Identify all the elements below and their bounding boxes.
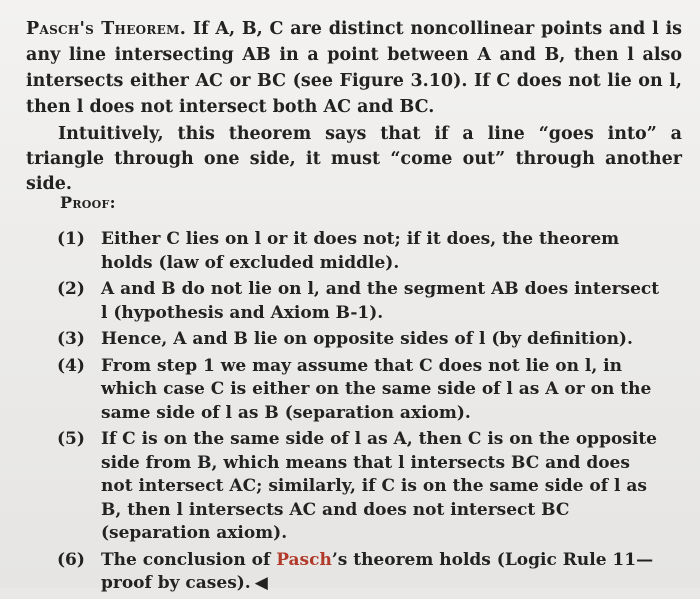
step-text: A and B do not lie on l, and the segment AB does intersect l (hypothesis and Axiom B-1). [101, 279, 660, 323]
proof-steps [57, 228, 665, 599]
step-text-after: ’s theorem holds (Logic Rule 11—proof by cases). [101, 549, 654, 593]
step-number: (2) [57, 279, 85, 299]
step-text: Either C lies on l or it does not; if it does, the theorem holds (law of excluded middle). [101, 229, 620, 273]
proof-step-2 [57, 278, 665, 325]
intuitive-paragraph: Intuitively, this theorem says that if a line “goes into” a triangle through one side, it must “come out” through another side. [26, 124, 682, 194]
proof-heading: Proof: [60, 193, 116, 212]
step-text: Hence, A and B lie on opposite sides of l (by definition). [101, 329, 633, 349]
proof-step-1 [57, 228, 665, 275]
proof-step-3 [57, 328, 665, 352]
step-text-before: The conclusion of [101, 549, 277, 570]
step-number: (6) [57, 549, 85, 570]
end-of-proof-icon: ◀ [254, 573, 268, 593]
proof-step-6 [57, 549, 665, 596]
step-number: (3) [57, 329, 85, 349]
step-text: From step 1 we may assume that C does not lie on l, in which case C is either on the same side of l as A or on the same side of l as B (separation axiom). [101, 355, 652, 423]
proof-step-4 [57, 355, 665, 426]
step-number: (1) [57, 229, 85, 249]
theorem-statement: If A, B, C are distinct noncollinear points and l is any line intersecting AB in a point between A and B, then l also intersects either AC or BC (see Figure 3.10). If C does not lie on l, then l does not intersect both AC and BC. [26, 19, 683, 117]
step-text: If C is on the same side of l as A, then C is on the opposite side from B, which means that l intersects BC and does not intersect AC; similarly, if C is on the same side of l as B, then l intersects AC and does not intersect BC (separation axiom). [101, 429, 657, 543]
proof-step-5 [57, 428, 665, 546]
step-text [101, 549, 665, 596]
pasch-highlight: Pasch [276, 549, 332, 570]
step-number: (4) [57, 355, 85, 376]
theorem-name: Pasch's Theorem. [26, 19, 187, 39]
theorem-paragraph [26, 16, 682, 120]
step-number: (5) [57, 429, 85, 449]
